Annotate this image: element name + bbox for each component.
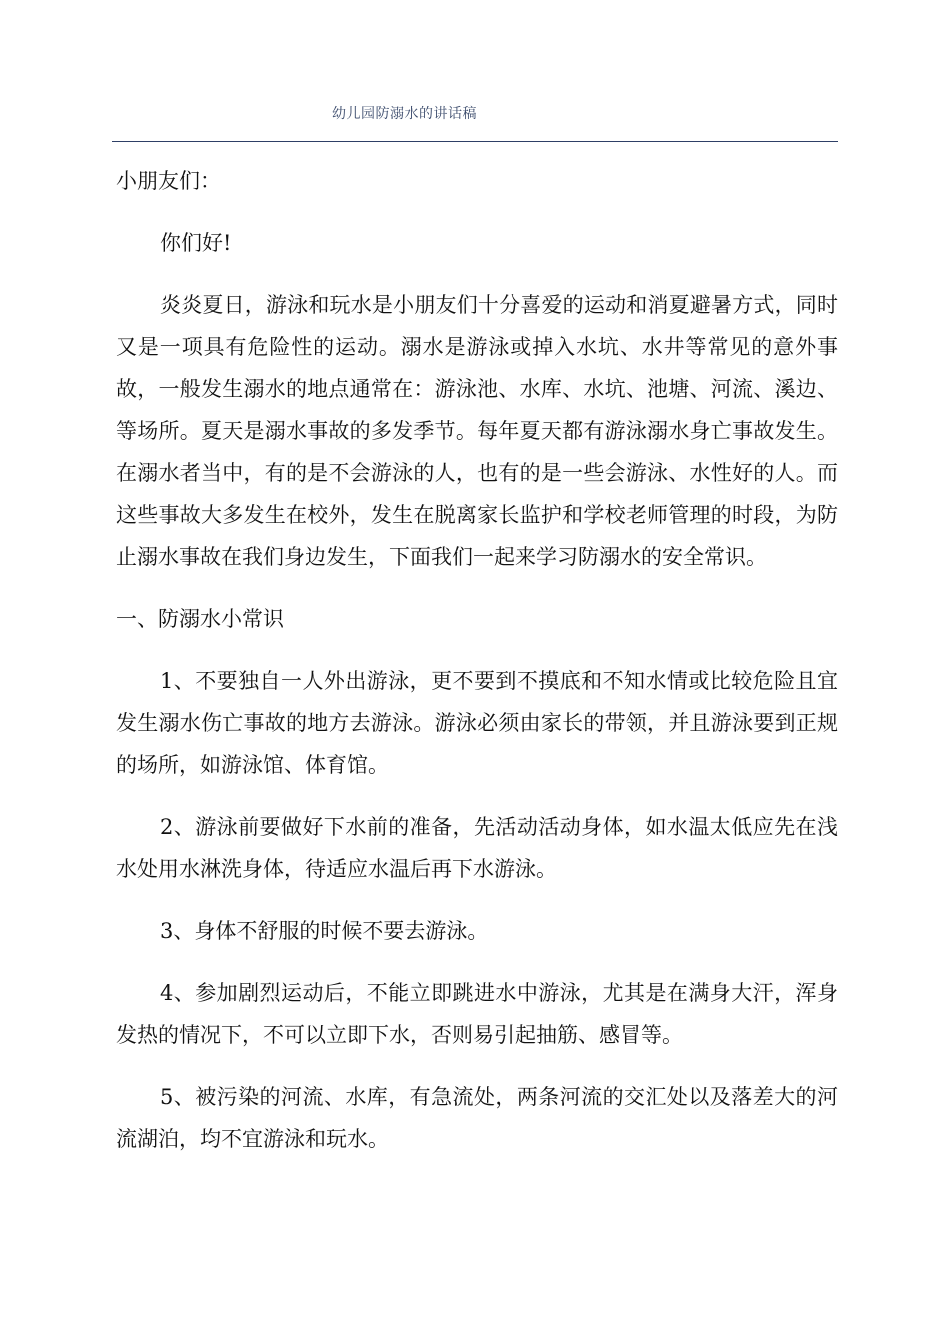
greeting: 你们好! xyxy=(160,231,232,255)
list-item: 2、游泳前要做好下水前的准备，先活动活动身体，如水温太低应先在浅水处用水淋洗身体，待适应水温后再下水游泳。 xyxy=(116,815,838,881)
list-item: 1、不要独自一人外出游泳，更不要到不摸底和不知水情或比较危险且宜发生溺水伤亡事故的地方去游泳。游泳必须由家长的带领，并且游泳要到正规的场所，如游泳馆、体育馆。 xyxy=(116,669,838,777)
list-item: 3、身体不舒服的时候不要去游泳。 xyxy=(160,919,489,943)
header-title: 幼儿园防溺水的讲话稿 xyxy=(332,106,477,122)
list-item: 4、参加剧烈运动后，不能立即跳进水中游泳，尤其是在满身大汗，浑身发热的情况下，不可以立即下水，否则易引起抽筋、感冒等。 xyxy=(116,981,838,1047)
document-body xyxy=(116,160,838,1180)
header-divider xyxy=(112,141,838,142)
salutation: 小朋友们： xyxy=(116,169,221,193)
section-heading: 一、防溺水小常识 xyxy=(116,607,284,631)
intro-paragraph: 炎炎夏日，游泳和玩水是小朋友们十分喜爱的运动和消夏避暑方式，同时又是一项具有危险性的运动。溺水是游泳或掉入水坑、水井等常见的意外事故，一般发生溺水的地点通常在：游泳池、水库、水坑、池塘、河流、溪边、等场所。夏天是溺水事故的多发季节。每年夏天都有游泳溺水身亡事故发生。在溺水者当中，有的是不会游泳的人，也有的是一些会游泳、水性好的人。而这些事故大多发生在校外，发生在脱离家长监护和学校老师管理的时段，为防止溺水事故在我们身边发生，下面我们一起来学习防溺水的安全常识。 xyxy=(116,293,838,569)
list-item: 5、被污染的河流、水库，有急流处，两条河流的交汇处以及落差大的河流湖泊，均不宜游泳和玩水。 xyxy=(116,1085,838,1151)
